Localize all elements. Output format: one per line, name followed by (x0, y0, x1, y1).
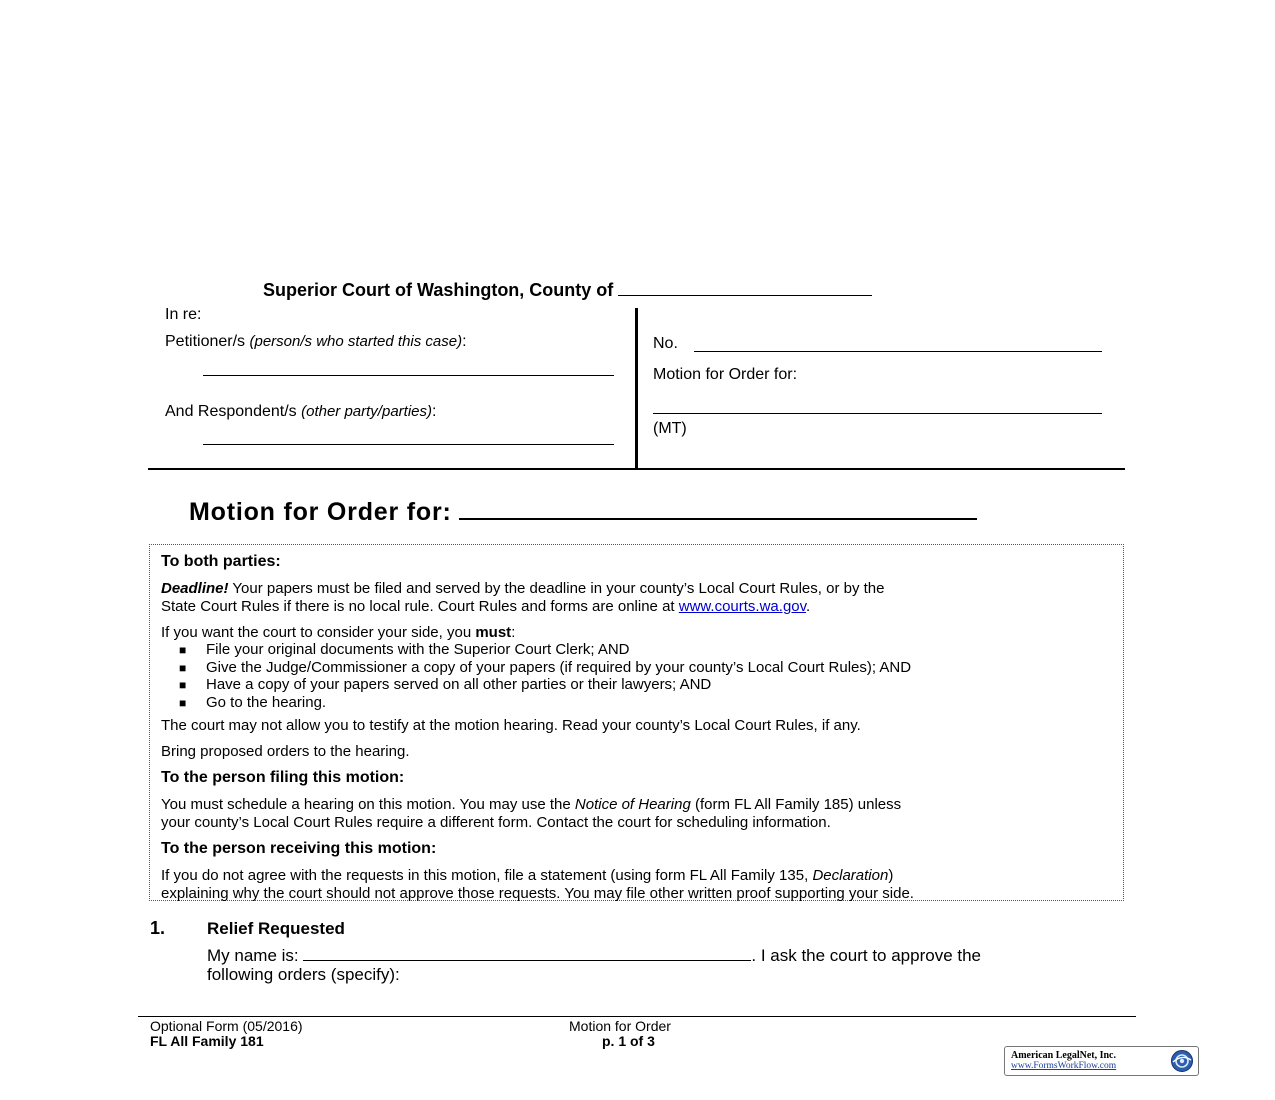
title-blank[interactable] (459, 496, 977, 520)
filing-line-2: your county’s Local Court Rules require a different form. Contact the court for scheduling information. (161, 814, 831, 831)
list-item: Have a copy of your papers served on all other parties or their lawyers; AND (206, 676, 712, 693)
orders-line: following orders (specify): (207, 965, 400, 984)
bullet-icon: ■ (179, 643, 187, 657)
filing-line-1: You must schedule a hearing on this motion. You may use the Notice of Hearing (form FL All Family 185) unless (161, 796, 902, 813)
notice-filing-heading: To the person filing this motion: (161, 769, 405, 786)
name-line: My name is: . I ask the court to approve the (207, 946, 982, 965)
courts-link[interactable]: www.courts.wa.gov (678, 598, 807, 615)
footer-form-version: Optional Form (05/2016) (150, 1018, 303, 1034)
bring-orders-note: Bring proposed orders to the hearing. (161, 743, 410, 760)
respondent-label: And Respondent/s (other party/parties): (165, 403, 437, 420)
section-number: 1. (150, 918, 166, 938)
petitioner-note: (person/s who started this case) (249, 333, 463, 350)
court-title: Superior Court of Washington, County of (263, 279, 872, 301)
list-item: Give the Judge/Commissioner a copy of your papers (if required by your county’s Local Court Rules); AND (206, 659, 912, 676)
county-blank[interactable] (618, 279, 872, 296)
motion-for-blank[interactable] (653, 413, 1102, 414)
footer-rule (138, 1016, 1136, 1017)
respondent-blank[interactable] (203, 444, 614, 445)
footer-form-id: FL All Family 181 (150, 1033, 264, 1049)
legalnet-logo[interactable] (1004, 1046, 1199, 1076)
receiving-line-1: If you do not agree with the requests in this motion, file a statement (using form FL All Family 135, Declaration) (161, 867, 894, 884)
motion-for-label: Motion for Order for: (653, 366, 798, 383)
globe-icon (1170, 1049, 1194, 1073)
bullet-icon: ■ (179, 678, 187, 692)
testify-note: The court may not allow you to testify at the motion hearing. Read your county’s Local Court Rules, if any. (161, 717, 861, 734)
logo-name: American LegalNet, Inc. (1011, 1050, 1116, 1061)
bullet-icon: ■ (179, 696, 187, 710)
respondent-note: (other party/parties) (301, 403, 432, 420)
footer-page-number: p. 1 of 3 (602, 1033, 655, 1049)
logo-url: www.FormsWorkFlow.com (1011, 1061, 1117, 1071)
form-code: (MT) (653, 420, 687, 437)
bullet-icon: ■ (179, 661, 187, 675)
caption-bottom-rule (148, 468, 1125, 470)
in-re-label: In re: (165, 306, 202, 323)
receiving-line-2: explaining why the court should not approve those requests. You may file other written proof supporting your side. (161, 885, 914, 902)
petitioner-label: Petitioner/s (person/s who started this case): (165, 333, 467, 350)
list-item: File your original documents with the Superior Court Clerk; AND (206, 641, 630, 658)
list-item: Go to the hearing. (206, 694, 327, 711)
notice-both-heading: To both parties: (161, 553, 281, 570)
case-number-label: No. (653, 335, 678, 352)
if-want-line: If you want the court to consider your side, you must: (161, 624, 516, 641)
footer-form-name: Motion for Order (569, 1018, 671, 1034)
deadline-line-2: State Court Rules if there is no local rule. Court Rules and forms are online at www.courts.wa.gov. (161, 598, 811, 615)
notice-receiving-heading: To the person receiving this motion: (161, 840, 437, 857)
caption-divider (635, 308, 638, 468)
case-number-blank[interactable] (694, 351, 1102, 352)
document-title: Motion for Order for: (189, 496, 977, 527)
petitioner-blank[interactable] (203, 375, 614, 376)
section-title: Relief Requested (207, 919, 345, 938)
name-blank[interactable] (303, 946, 751, 961)
deadline-label: Deadline! (161, 580, 229, 597)
deadline-line-1: Deadline! Your papers must be filed and served by the deadline in your county’s Local Court Rules, or by the (161, 580, 885, 597)
